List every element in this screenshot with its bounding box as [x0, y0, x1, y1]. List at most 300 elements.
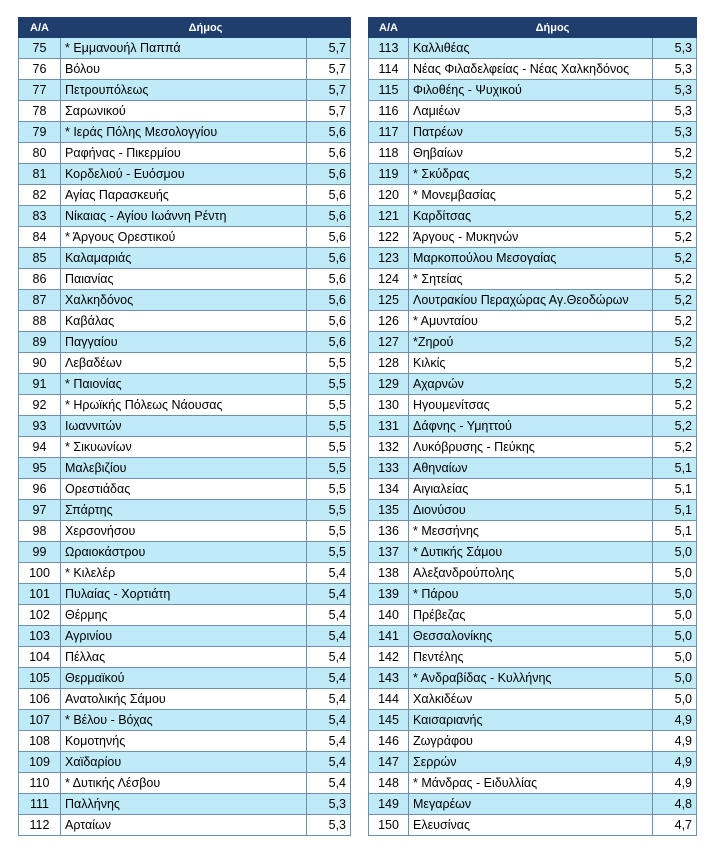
- row-number: 83: [19, 206, 61, 227]
- row-value: 5,1: [653, 479, 697, 500]
- row-value: 5,4: [307, 626, 351, 647]
- municipality-name: Βόλου: [61, 59, 307, 80]
- row-number: 113: [369, 38, 409, 59]
- row-value: 5,4: [307, 584, 351, 605]
- table-row: [19, 542, 351, 563]
- header-dimos: Δήμος: [61, 18, 351, 38]
- row-number: 81: [19, 164, 61, 185]
- row-value: 5,2: [653, 395, 697, 416]
- row-number: 88: [19, 311, 61, 332]
- row-value: 5,3: [307, 815, 351, 836]
- row-number: 121: [369, 206, 409, 227]
- row-value: 4,7: [653, 815, 697, 836]
- municipality-name: Παλλήνης: [61, 794, 307, 815]
- municipality-name: * Σητείας: [409, 269, 653, 290]
- table-row: [19, 752, 351, 773]
- row-value: 5,4: [307, 752, 351, 773]
- municipality-name: Λουτρακίου Περαχώρας Αγ.Θεοδώρων: [409, 290, 653, 311]
- table-row: [19, 227, 351, 248]
- table-row: [19, 38, 351, 59]
- municipality-name: Αγίας Παρασκευής: [61, 185, 307, 206]
- header-aa: Α/Α: [19, 18, 61, 38]
- row-number: 114: [369, 59, 409, 80]
- table-row: [369, 38, 697, 59]
- table-row: [369, 164, 697, 185]
- table-row: [369, 773, 697, 794]
- left-ranking-table: [18, 17, 351, 836]
- row-number: 141: [369, 626, 409, 647]
- row-number: 85: [19, 248, 61, 269]
- municipality-name: Θηβαίων: [409, 143, 653, 164]
- municipality-name: Αιγιαλείας: [409, 479, 653, 500]
- header-dimos: Δήμος: [409, 18, 697, 38]
- table-row: [19, 710, 351, 731]
- table-row: [369, 416, 697, 437]
- row-value: 5,6: [307, 269, 351, 290]
- municipality-name: Κορδελιού - Ευόσμου: [61, 164, 307, 185]
- municipality-name: * Σικυωνίων: [61, 437, 307, 458]
- row-value: 5,0: [653, 605, 697, 626]
- row-value: 5,4: [307, 773, 351, 794]
- row-number: 112: [19, 815, 61, 836]
- municipality-name: Πετρουπόλεως: [61, 80, 307, 101]
- row-number: 132: [369, 437, 409, 458]
- row-value: 5,4: [307, 563, 351, 584]
- row-number: 77: [19, 80, 61, 101]
- row-value: 5,0: [653, 626, 697, 647]
- municipality-name: Ανατολικής Σάμου: [61, 689, 307, 710]
- table-row: [369, 143, 697, 164]
- table-row: [369, 374, 697, 395]
- row-value: 5,5: [307, 437, 351, 458]
- table-row: [19, 437, 351, 458]
- right-ranking-table: [368, 17, 697, 836]
- table-row: [369, 458, 697, 479]
- row-value: 5,2: [653, 248, 697, 269]
- municipality-name: Θεσσαλονίκης: [409, 626, 653, 647]
- right-table-body: [369, 38, 697, 836]
- municipality-name: * Μονεμβασίας: [409, 185, 653, 206]
- table-row: [19, 164, 351, 185]
- header-aa: Α/Α: [369, 18, 409, 38]
- row-value: 5,6: [307, 122, 351, 143]
- row-number: 103: [19, 626, 61, 647]
- row-value: 5,2: [653, 353, 697, 374]
- row-number: 126: [369, 311, 409, 332]
- table-row: [369, 332, 697, 353]
- row-number: 124: [369, 269, 409, 290]
- table-header-row: [19, 18, 351, 38]
- row-number: 106: [19, 689, 61, 710]
- table-header-row: [369, 18, 697, 38]
- table-row: [19, 521, 351, 542]
- row-number: 94: [19, 437, 61, 458]
- row-number: 118: [369, 143, 409, 164]
- row-value: 5,1: [653, 500, 697, 521]
- row-value: 5,7: [307, 101, 351, 122]
- row-number: 145: [369, 710, 409, 731]
- row-value: 5,2: [653, 374, 697, 395]
- row-value: 4,9: [653, 731, 697, 752]
- row-number: 111: [19, 794, 61, 815]
- municipality-name: * Κιλελέρ: [61, 563, 307, 584]
- row-value: 5,6: [307, 206, 351, 227]
- table-row: [369, 668, 697, 689]
- table-row: [19, 101, 351, 122]
- municipality-name: Χαλκηδόνος: [61, 290, 307, 311]
- row-value: 5,5: [307, 374, 351, 395]
- table-row: [369, 185, 697, 206]
- row-number: 99: [19, 542, 61, 563]
- row-value: 5,2: [653, 206, 697, 227]
- row-value: 5,2: [653, 416, 697, 437]
- row-value: 5,6: [307, 332, 351, 353]
- municipality-name: * Σκύδρας: [409, 164, 653, 185]
- table-row: [19, 416, 351, 437]
- municipality-name: Χαϊδαρίου: [61, 752, 307, 773]
- table-row: [19, 731, 351, 752]
- row-value: 5,4: [307, 710, 351, 731]
- row-value: 5,4: [307, 731, 351, 752]
- municipality-name: Μαλεβιζίου: [61, 458, 307, 479]
- municipality-name: Θέρμης: [61, 605, 307, 626]
- municipality-name: Φιλοθέης - Ψυχικού: [409, 80, 653, 101]
- municipality-name: Χαλκιδέων: [409, 689, 653, 710]
- row-number: 147: [369, 752, 409, 773]
- row-value: 5,1: [653, 521, 697, 542]
- row-value: 5,5: [307, 458, 351, 479]
- row-value: 5,2: [653, 185, 697, 206]
- table-row: [369, 731, 697, 752]
- row-value: 5,5: [307, 353, 351, 374]
- municipality-name: Ελευσίνας: [409, 815, 653, 836]
- municipality-name: Ραφήνας - Πικερμίου: [61, 143, 307, 164]
- municipality-name: Άργους - Μυκηνών: [409, 227, 653, 248]
- municipality-name: Πέλλας: [61, 647, 307, 668]
- municipality-name: Θερμαϊκού: [61, 668, 307, 689]
- municipality-name: * Παιονίας: [61, 374, 307, 395]
- municipality-name: Μεγαρέων: [409, 794, 653, 815]
- row-value: 5,5: [307, 542, 351, 563]
- table-row: [19, 122, 351, 143]
- table-row: [369, 794, 697, 815]
- municipality-name: * Δυτικής Σάμου: [409, 542, 653, 563]
- row-number: 104: [19, 647, 61, 668]
- row-value: 5,2: [653, 143, 697, 164]
- table-row: [19, 143, 351, 164]
- row-value: 4,9: [653, 773, 697, 794]
- table-row: [19, 395, 351, 416]
- table-row: [369, 395, 697, 416]
- row-number: 105: [19, 668, 61, 689]
- row-value: 5,3: [653, 38, 697, 59]
- municipality-name: Πρέβεζας: [409, 605, 653, 626]
- row-number: 79: [19, 122, 61, 143]
- row-value: 5,3: [307, 794, 351, 815]
- row-number: 150: [369, 815, 409, 836]
- municipality-name: * Άργους Ορεστικού: [61, 227, 307, 248]
- municipality-name: Λαμιέων: [409, 101, 653, 122]
- row-number: 144: [369, 689, 409, 710]
- row-value: 5,2: [653, 290, 697, 311]
- row-value: 5,0: [653, 584, 697, 605]
- row-number: 130: [369, 395, 409, 416]
- municipality-name: Αρταίων: [61, 815, 307, 836]
- row-number: 101: [19, 584, 61, 605]
- row-value: 5,2: [653, 227, 697, 248]
- municipality-name: Κιλκίς: [409, 353, 653, 374]
- row-number: 138: [369, 563, 409, 584]
- row-number: 108: [19, 731, 61, 752]
- row-number: 122: [369, 227, 409, 248]
- table-row: [19, 80, 351, 101]
- municipality-name: Νέας Φιλαδελφείας - Νέας Χαλκηδόνος: [409, 59, 653, 80]
- municipality-name: Χερσονήσου: [61, 521, 307, 542]
- row-value: 5,6: [307, 185, 351, 206]
- table-row: [19, 311, 351, 332]
- table-row: [369, 437, 697, 458]
- row-value: 5,5: [307, 521, 351, 542]
- municipality-name: Καβάλας: [61, 311, 307, 332]
- row-number: 98: [19, 521, 61, 542]
- row-number: 137: [369, 542, 409, 563]
- row-number: 110: [19, 773, 61, 794]
- municipality-name: Πυλαίας - Χορτιάτη: [61, 584, 307, 605]
- row-value: 5,4: [307, 689, 351, 710]
- row-value: 5,3: [653, 59, 697, 80]
- municipality-name: * Ηρωϊκής Πόλεως Νάουσας: [61, 395, 307, 416]
- table-row: [19, 626, 351, 647]
- municipality-name: Παιανίας: [61, 269, 307, 290]
- row-number: 97: [19, 500, 61, 521]
- row-value: 5,5: [307, 500, 351, 521]
- municipality-name: Αγρινίου: [61, 626, 307, 647]
- row-number: 93: [19, 416, 61, 437]
- row-number: 80: [19, 143, 61, 164]
- municipality-name: Νίκαιας - Αγίου Ιωάννη Ρέντη: [61, 206, 307, 227]
- table-row: [19, 479, 351, 500]
- table-row: [19, 563, 351, 584]
- municipality-name: Καισαριανής: [409, 710, 653, 731]
- row-value: 5,4: [307, 647, 351, 668]
- row-number: 133: [369, 458, 409, 479]
- row-number: 78: [19, 101, 61, 122]
- row-number: 87: [19, 290, 61, 311]
- row-value: 5,6: [307, 164, 351, 185]
- row-number: 142: [369, 647, 409, 668]
- municipality-name: * Εμμανουήλ Παππά: [61, 38, 307, 59]
- row-number: 125: [369, 290, 409, 311]
- row-value: 5,0: [653, 542, 697, 563]
- table-row: [369, 122, 697, 143]
- row-number: 148: [369, 773, 409, 794]
- row-value: 5,0: [653, 563, 697, 584]
- table-row: [19, 59, 351, 80]
- municipality-name: Αχαρνών: [409, 374, 653, 395]
- left-table-body: [19, 38, 351, 836]
- row-number: 109: [19, 752, 61, 773]
- row-value: 5,0: [653, 647, 697, 668]
- table-row: [369, 584, 697, 605]
- table-row: [369, 563, 697, 584]
- row-number: 123: [369, 248, 409, 269]
- table-row: [369, 80, 697, 101]
- row-number: 100: [19, 563, 61, 584]
- municipality-name: * Αμυνταίου: [409, 311, 653, 332]
- row-value: 5,5: [307, 416, 351, 437]
- row-number: 119: [369, 164, 409, 185]
- row-number: 95: [19, 458, 61, 479]
- row-value: 5,3: [653, 80, 697, 101]
- row-number: 96: [19, 479, 61, 500]
- table-row: [369, 311, 697, 332]
- row-number: 116: [369, 101, 409, 122]
- row-number: 107: [19, 710, 61, 731]
- municipality-name: * Μάνδρας - Ειδυλλίας: [409, 773, 653, 794]
- municipality-name: Δάφνης - Υμηττού: [409, 416, 653, 437]
- municipality-name: Λεβαδέων: [61, 353, 307, 374]
- row-value: 5,6: [307, 143, 351, 164]
- row-number: 135: [369, 500, 409, 521]
- table-row: [19, 353, 351, 374]
- table-row: [369, 710, 697, 731]
- row-number: 115: [369, 80, 409, 101]
- municipality-name: Πατρέων: [409, 122, 653, 143]
- table-row: [19, 332, 351, 353]
- table-row: [369, 206, 697, 227]
- row-number: 102: [19, 605, 61, 626]
- municipality-name: Αλεξανδρούπολης: [409, 563, 653, 584]
- row-value: 4,8: [653, 794, 697, 815]
- row-number: 128: [369, 353, 409, 374]
- row-value: 5,0: [653, 689, 697, 710]
- table-row: [369, 605, 697, 626]
- row-value: 5,3: [653, 122, 697, 143]
- row-number: 117: [369, 122, 409, 143]
- table-row: [19, 815, 351, 836]
- row-number: 91: [19, 374, 61, 395]
- municipality-name: Λυκόβρυσης - Πεύκης: [409, 437, 653, 458]
- municipality-name: Σαρωνικού: [61, 101, 307, 122]
- municipality-name: Σερρών: [409, 752, 653, 773]
- row-number: 120: [369, 185, 409, 206]
- row-value: 5,4: [307, 668, 351, 689]
- table-row: [369, 479, 697, 500]
- table-row: [19, 794, 351, 815]
- row-number: 90: [19, 353, 61, 374]
- table-row: [369, 248, 697, 269]
- row-number: 84: [19, 227, 61, 248]
- table-row: [369, 290, 697, 311]
- row-value: 4,9: [653, 710, 697, 731]
- table-row: [19, 647, 351, 668]
- municipality-name: * Μεσσήνης: [409, 521, 653, 542]
- row-number: 136: [369, 521, 409, 542]
- table-row: [19, 668, 351, 689]
- municipality-name: Αθηναίων: [409, 458, 653, 479]
- table-row: [19, 458, 351, 479]
- municipality-name: * Βέλου - Βόχας: [61, 710, 307, 731]
- row-value: 5,2: [653, 332, 697, 353]
- municipality-name: Καλλιθέας: [409, 38, 653, 59]
- table-row: [369, 353, 697, 374]
- table-row: [19, 584, 351, 605]
- table-row: [19, 500, 351, 521]
- table-row: [369, 227, 697, 248]
- row-value: 5,6: [307, 248, 351, 269]
- row-number: 76: [19, 59, 61, 80]
- municipality-name: Καρδίτσας: [409, 206, 653, 227]
- municipality-name: * Πάρου: [409, 584, 653, 605]
- row-number: 139: [369, 584, 409, 605]
- municipality-name: Πεντέλης: [409, 647, 653, 668]
- row-number: 134: [369, 479, 409, 500]
- municipality-name: Παγγαίου: [61, 332, 307, 353]
- row-value: 5,1: [653, 458, 697, 479]
- table-row: [369, 500, 697, 521]
- municipality-name: Μαρκοπούλου Μεσογαίας: [409, 248, 653, 269]
- row-number: 82: [19, 185, 61, 206]
- row-value: 5,7: [307, 80, 351, 101]
- row-number: 131: [369, 416, 409, 437]
- row-value: 5,5: [307, 479, 351, 500]
- table-row: [369, 542, 697, 563]
- table-row: [369, 815, 697, 836]
- table-row: [369, 521, 697, 542]
- table-row: [369, 101, 697, 122]
- municipality-name: Ιωαννιτών: [61, 416, 307, 437]
- table-row: [369, 689, 697, 710]
- table-row: [19, 206, 351, 227]
- row-value: 5,7: [307, 59, 351, 80]
- row-value: 5,2: [653, 437, 697, 458]
- table-row: [19, 374, 351, 395]
- row-value: 5,5: [307, 395, 351, 416]
- municipality-name: Ηγουμενίτσας: [409, 395, 653, 416]
- table-row: [19, 689, 351, 710]
- row-value: 5,2: [653, 311, 697, 332]
- row-number: 89: [19, 332, 61, 353]
- row-number: 75: [19, 38, 61, 59]
- municipality-name: Ζωγράφου: [409, 731, 653, 752]
- municipality-name: * Ιεράς Πόλης Μεσολογγίου: [61, 122, 307, 143]
- row-number: 143: [369, 668, 409, 689]
- row-number: 146: [369, 731, 409, 752]
- municipality-name: Ορεστιάδας: [61, 479, 307, 500]
- table-row: [19, 269, 351, 290]
- table-row: [19, 248, 351, 269]
- row-number: 127: [369, 332, 409, 353]
- table-row: [369, 752, 697, 773]
- table-row: [369, 647, 697, 668]
- municipality-name: Διονύσου: [409, 500, 653, 521]
- municipality-name: * Δυτικής Λέσβου: [61, 773, 307, 794]
- municipality-name: Κομοτηνής: [61, 731, 307, 752]
- table-row: [369, 269, 697, 290]
- row-value: 5,2: [653, 164, 697, 185]
- table-row: [19, 605, 351, 626]
- row-number: 86: [19, 269, 61, 290]
- row-value: 5,4: [307, 605, 351, 626]
- row-value: 5,3: [653, 101, 697, 122]
- row-value: 5,6: [307, 290, 351, 311]
- row-number: 140: [369, 605, 409, 626]
- row-number: 92: [19, 395, 61, 416]
- row-value: 5,0: [653, 668, 697, 689]
- table-row: [19, 290, 351, 311]
- table-row: [19, 185, 351, 206]
- row-value: 5,6: [307, 311, 351, 332]
